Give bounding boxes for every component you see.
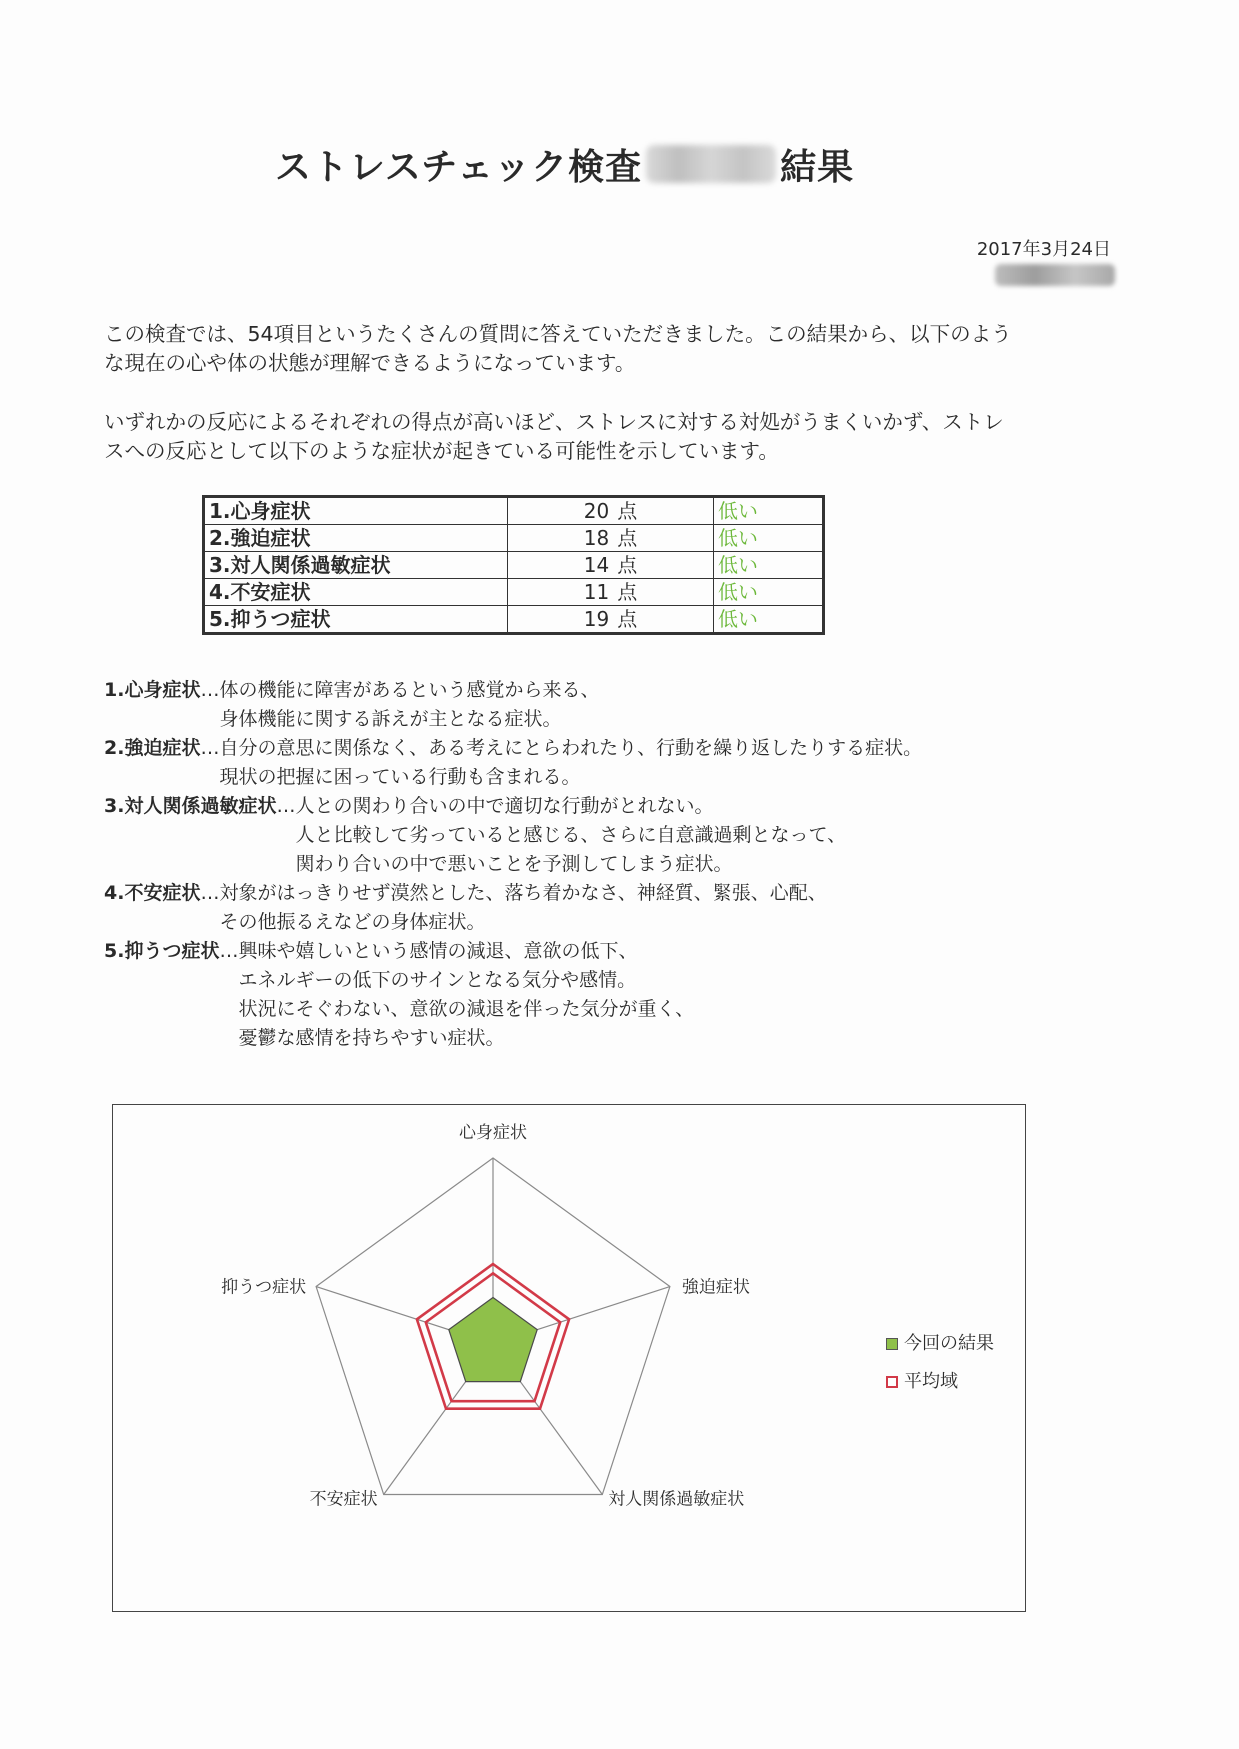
redacted-name (995, 264, 1115, 286)
symptom-level: 低い (714, 579, 824, 606)
axis-label-3: 対人関係過敏症状 (608, 1489, 745, 1510)
legend-label-average: 平均域 (904, 1371, 958, 1392)
radar-chart-frame (112, 1104, 1026, 1612)
description-line: 対象がはっきりせず漠然とした、落ち着かなさ、神経質、緊張、心配、 (219, 882, 827, 904)
legend-item-average (886, 1363, 994, 1401)
score-unit: 点 (617, 499, 638, 523)
description-item (104, 792, 922, 879)
description-line: 人との関わり合いの中で適切な行動がとれない。 (295, 795, 714, 817)
description-lines (295, 792, 846, 879)
description-head (104, 792, 295, 879)
legend-item-result (886, 1325, 994, 1363)
legend-swatch-result (886, 1338, 898, 1350)
score-value: 11 (583, 580, 610, 604)
page-title (275, 138, 854, 190)
description-title: 1.心身症状 (104, 679, 201, 701)
description-title: 4.不安症状 (104, 882, 201, 904)
redacted-title-part (646, 145, 776, 183)
symptom-score (508, 579, 714, 606)
axis-label-2: 強迫症状 (681, 1277, 750, 1298)
intro-line: いずれかの反応によるそれぞれの得点が高いほど、ストレスに対する対処がうまくいかず、ストレ (104, 410, 1004, 434)
description-lines (219, 734, 922, 792)
score-value: 19 (583, 607, 610, 631)
description-dots: … (200, 679, 220, 701)
title-left: ストレスチェック検査 (275, 146, 643, 188)
description-item (104, 879, 922, 937)
description-line: 関わり合いの中で悪いことを予測してしまう症状。 (295, 853, 733, 875)
axis-label-5: 抑うつ症状 (221, 1277, 307, 1298)
table-row (204, 497, 824, 525)
axis-label-1: 心身症状 (459, 1123, 527, 1143)
description-line: 人と比較して劣っていると感じる、さらに自意識過剰となって、 (295, 824, 847, 846)
table-row (204, 525, 824, 552)
table-row (204, 552, 824, 579)
symptom-level: 低い (714, 606, 824, 634)
description-line: 憂鬱な感情を持ちやすい症状。 (238, 1027, 505, 1049)
score-value: 14 (583, 553, 610, 577)
title-right: 結果 (780, 146, 855, 188)
symptom-score (508, 552, 714, 579)
description-line: その他振るえなどの身体症状。 (219, 911, 486, 933)
description-head (104, 734, 219, 792)
description-head (104, 676, 219, 734)
description-lines (219, 879, 826, 937)
description-dots: … (200, 882, 220, 904)
description-line: 体の機能に障害があるという感覚から来る、 (219, 679, 600, 701)
description-item (104, 937, 922, 1053)
score-table (202, 495, 825, 635)
description-line: 状況にそぐわない、意欲の減退を伴った気分が重く、 (238, 998, 695, 1020)
legend-label-result: 今回の結果 (904, 1333, 994, 1354)
symptom-name: 3.対人関係過敏症状 (204, 552, 508, 579)
symptom-score (508, 525, 714, 552)
score-value: 18 (583, 526, 610, 550)
symptom-level: 低い (714, 552, 824, 579)
symptom-level: 低い (714, 497, 824, 525)
intro-paragraph-2 (104, 408, 1124, 466)
score-value: 20 (583, 499, 610, 523)
description-title: 5.抑うつ症状 (104, 940, 220, 962)
description-lines (219, 676, 599, 734)
symptom-name: 5.抑うつ症状 (204, 606, 508, 634)
description-line: 自分の意思に関係なく、ある考えにとらわれたり、行動を繰り返したりする症状。 (219, 737, 923, 759)
series-current-result (449, 1298, 537, 1382)
description-line: エネルギーの低下のサインとなる気分や感情。 (238, 969, 637, 991)
description-head (104, 879, 219, 937)
description-head (104, 937, 238, 1053)
symptom-name: 1.心身症状 (204, 497, 508, 525)
table-row (204, 606, 824, 634)
report-date: 2017年3月24日 (976, 239, 1111, 260)
symptom-name: 2.強迫症状 (204, 525, 508, 552)
symptom-name: 4.不安症状 (204, 579, 508, 606)
symptom-level: 低い (714, 525, 824, 552)
intro-paragraph-1 (104, 320, 1124, 378)
intro-line: スへの反応として以下のような症状が起きている可能性を示しています。 (104, 439, 779, 463)
score-unit: 点 (617, 580, 638, 604)
description-item (104, 734, 922, 792)
chart-legend (886, 1325, 994, 1401)
description-line: 興味や嬉しいという感情の減退、意欲の低下、 (238, 940, 638, 962)
score-unit: 点 (617, 607, 638, 631)
symptom-score (508, 606, 714, 634)
table-row (204, 579, 824, 606)
description-dots: … (219, 940, 239, 962)
legend-swatch-average (886, 1376, 898, 1388)
description-title: 2.強迫症状 (104, 737, 201, 759)
description-item (104, 676, 922, 734)
score-unit: 点 (617, 526, 638, 550)
description-dots: … (276, 795, 296, 817)
description-title: 3.対人関係過敏症状 (104, 795, 277, 817)
description-lines (238, 937, 694, 1053)
description-dots: … (200, 737, 220, 759)
description-line: 現状の把握に困っている行動も含まれる。 (219, 766, 581, 788)
symptom-score (508, 497, 714, 525)
axis-label-4: 不安症状 (309, 1489, 378, 1510)
score-unit: 点 (617, 553, 638, 577)
symptom-descriptions (104, 676, 922, 1053)
intro-line: な現在の心や体の状態が理解できるようになっています。 (104, 351, 636, 375)
intro-line: この検査では、54項目というたくさんの質問に答えていただきました。この結果から、以下のよう (104, 322, 1012, 346)
description-line: 身体機能に関する訴えが主となる症状。 (219, 708, 562, 730)
